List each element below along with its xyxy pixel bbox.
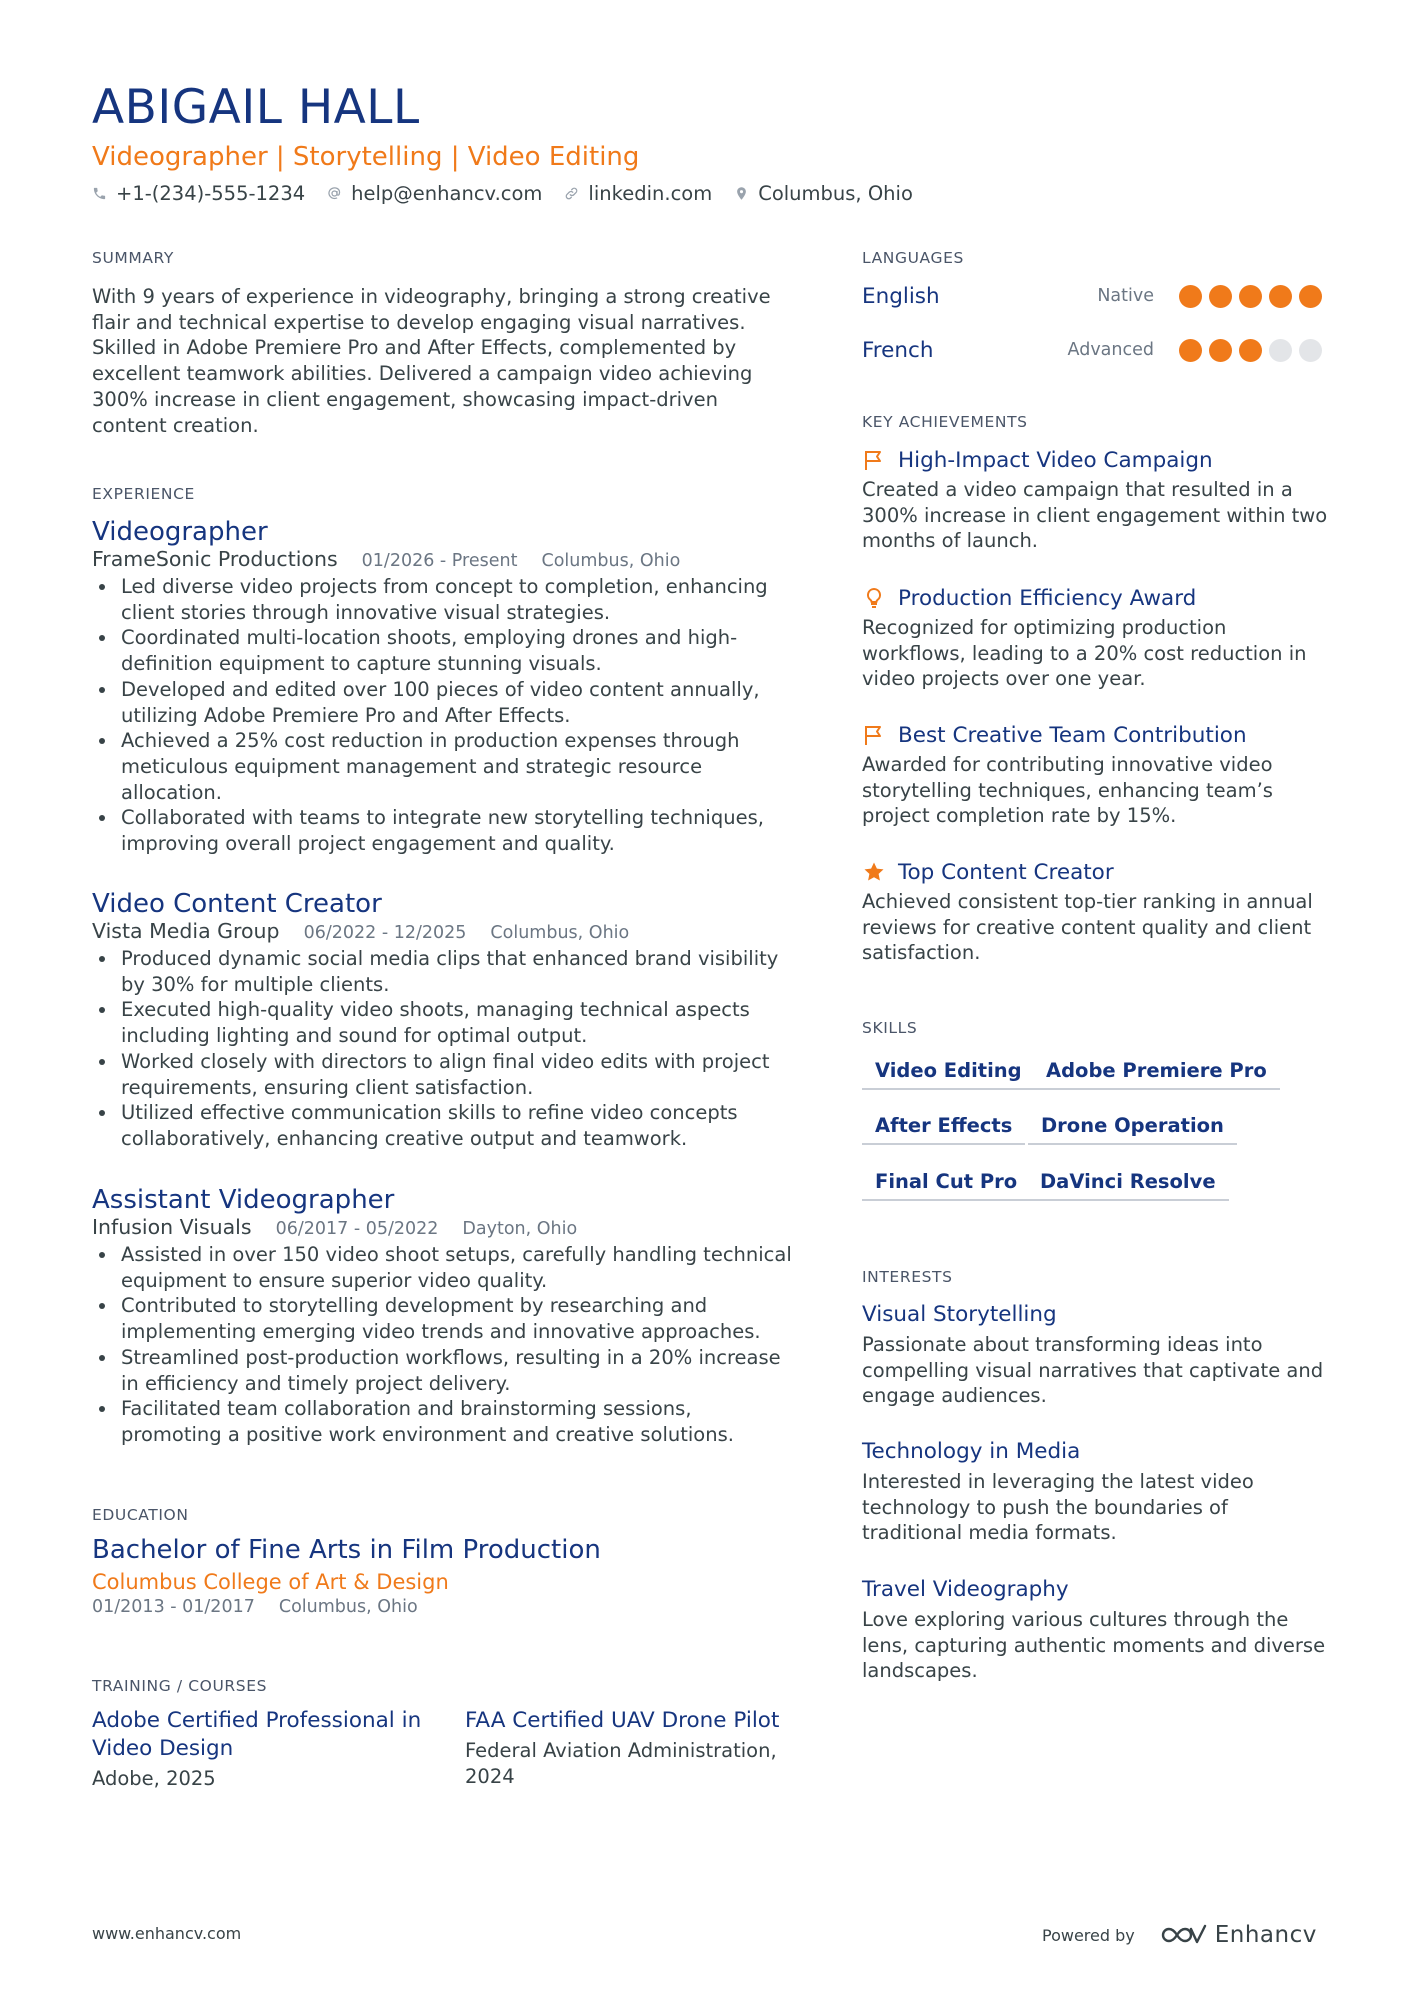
rating-dot xyxy=(1239,339,1262,362)
language-rating xyxy=(1172,339,1322,362)
interest-text: Passionate about transforming ideas into compelling visual narratives that captivate and engage audiences. xyxy=(862,1333,1324,1408)
job-meta xyxy=(92,547,792,571)
skill-tag: After Effects xyxy=(862,1107,1025,1145)
interest-text: Love exploring various cultures through the lens, capturing authentic moments and diverse landscapes. xyxy=(862,1608,1326,1683)
achievement-text: Awarded for contributing innovative video storytelling techniques, enhancing team’s project completion rate by 15%. xyxy=(862,753,1273,828)
candidate-headline: Videographer | Storytelling | Video Editing xyxy=(92,142,640,172)
language-level: Advanced xyxy=(1067,340,1154,360)
rating-dot xyxy=(1179,339,1202,362)
education-entry xyxy=(92,1533,792,1617)
contact-email[interactable] xyxy=(327,182,542,205)
achievement-text: Created a video campaign that resulted in a 300% increase in client engagement within two months of launch. xyxy=(862,478,1328,553)
job-bullet: Assisted in over 150 video shoot setups, carefully handling technical equipment to ensure superior video quality. xyxy=(92,1242,792,1293)
education-section-title: EDUCATION xyxy=(92,1506,189,1524)
achievement-item xyxy=(862,583,1332,692)
rating-dot xyxy=(1209,285,1232,308)
language-name: English xyxy=(862,283,940,309)
job-bullets xyxy=(92,1242,792,1448)
education-dates: 01/2013 - 01/2017 xyxy=(92,1597,255,1617)
rating-dot xyxy=(1239,285,1262,308)
achievement-title: Production Efficiency Award xyxy=(898,585,1197,611)
rating-dot xyxy=(1179,285,1202,308)
job-bullet: Contributed to storytelling development by researching and implementing emerging video trends and innovative approaches. xyxy=(92,1293,792,1344)
job-bullet: Produced dynamic social media clips that enhanced brand visibility by 30% for multiple clients. xyxy=(92,946,792,997)
job-dates: 01/2026 - Present xyxy=(361,551,518,571)
job-bullets xyxy=(92,946,792,1152)
job-dates: 06/2017 - 05/2022 xyxy=(275,1219,439,1239)
skill-tag: DaVinci Resolve xyxy=(1027,1163,1229,1201)
achievement-item xyxy=(862,720,1332,829)
lightbulb-icon xyxy=(862,586,886,610)
job-location: Columbus, Ohio xyxy=(490,923,630,943)
flag-icon xyxy=(862,723,886,747)
flag-icon xyxy=(862,448,886,472)
location-pin-icon xyxy=(734,186,749,201)
rating-dot xyxy=(1269,285,1292,308)
summary-text: With 9 years of experience in videography, bringing a strong creative flair and technical expertise to develop engaging visual narratives. Skilled in Adobe Premiere Pro and After Effects, complemented by excellent teamwork abilities. Delivered a campaign video achieving 300% increase in client engagement, showcasing impact-driven content creation. xyxy=(92,285,771,437)
rating-dot xyxy=(1299,285,1322,308)
interest-title: Visual Storytelling xyxy=(862,1302,1057,1327)
experience-entry xyxy=(92,1184,792,1448)
job-bullet: Collaborated with teams to integrate new storytelling techniques, improving overall project engagement and quality. xyxy=(92,805,792,856)
course-entry xyxy=(92,1707,422,1792)
job-bullet: Worked closely with directors to align final video edits with project requirements, ensuring client satisfaction. xyxy=(92,1049,792,1100)
contact-bar xyxy=(92,180,935,206)
achievement-text: Achieved consistent top-tier ranking in annual reviews for creative content quality and client satisfaction. xyxy=(862,890,1313,965)
language-level: Native xyxy=(1097,286,1154,306)
phone-text: +1-(234)-555-1234 xyxy=(116,181,306,205)
language-name: French xyxy=(862,337,934,363)
training-section-title: TRAINING / COURSES xyxy=(92,1677,268,1695)
brand-name: Enhancv xyxy=(1214,1922,1317,1948)
candidate-name: ABIGAIL HALL xyxy=(92,80,420,135)
job-bullet: Achieved a 25% cost reduction in production expenses through meticulous equipment management and strategic resource allocation. xyxy=(92,728,792,805)
powered-by xyxy=(1042,1922,1317,1948)
interest-text: Interested in leveraging the latest video technology to push the boundaries of traditional media formats. xyxy=(862,1470,1254,1545)
job-bullets xyxy=(92,574,792,857)
language-row xyxy=(862,335,1322,365)
interests-section-title: INTERESTS xyxy=(862,1268,953,1286)
experience-entry xyxy=(92,888,792,1152)
achievements-section-title: KEY ACHIEVEMENTS xyxy=(862,413,1028,431)
rating-dot xyxy=(1299,339,1322,362)
achievement-item xyxy=(862,857,1332,966)
education-meta xyxy=(92,1597,792,1617)
achievement-title: Top Content Creator xyxy=(898,859,1114,885)
skill-tag: Drone Operation xyxy=(1028,1107,1237,1145)
job-bullet: Executed high-quality video shoots, managing technical aspects including lighting and sound for optimal output. xyxy=(92,997,792,1048)
job-bullet: Coordinated multi-location shoots, employing drones and high-definition equipment to capture stunning visuals. xyxy=(92,625,792,676)
job-meta xyxy=(92,919,792,943)
job-location: Dayton, Ohio xyxy=(462,1219,578,1239)
skill-tag: Final Cut Pro xyxy=(862,1163,1030,1201)
contact-linkedin[interactable] xyxy=(564,182,712,205)
course-provider: Adobe, 2025 xyxy=(92,1767,216,1790)
job-bullet: Utilized effective communication skills to refine video concepts collaboratively, enhancing creative output and teamwork. xyxy=(92,1100,792,1151)
enhancv-logo-icon xyxy=(1161,1922,1207,1948)
job-meta xyxy=(92,1215,792,1239)
achievement-item xyxy=(862,445,1332,554)
phone-icon xyxy=(92,186,107,201)
company-name: Infusion Visuals xyxy=(92,1215,252,1239)
email-text[interactable]: help@enhancv.com xyxy=(351,181,543,205)
contact-location xyxy=(734,182,913,205)
linkedin-text[interactable]: linkedin.com xyxy=(588,181,713,205)
job-title: Videographer xyxy=(92,517,268,547)
languages-section-title: LANGUAGES xyxy=(862,249,964,267)
job-bullet: Led diverse video projects from concept to completion, enhancing client stories through innovative visual strategies. xyxy=(92,574,792,625)
skill-tag: Video Editing xyxy=(862,1052,1035,1090)
contact-phone xyxy=(92,182,305,205)
language-rating xyxy=(1172,285,1322,308)
course-title: FAA Certified UAV Drone Pilot xyxy=(465,1708,780,1733)
summary-section-title: SUMMARY xyxy=(92,249,174,267)
education-location: Columbus, Ohio xyxy=(278,1597,418,1617)
interest-item xyxy=(862,1300,1332,1409)
achievement-title: Best Creative Team Contribution xyxy=(898,722,1247,748)
job-title: Video Content Creator xyxy=(92,889,382,919)
link-icon xyxy=(564,186,579,201)
achievement-text: Recognized for optimizing production workflows, leading to a 20% cost reduction in video projects over one year. xyxy=(862,616,1307,691)
job-title: Assistant Videographer xyxy=(92,1185,395,1215)
footer-website-link[interactable]: www.enhancv.com xyxy=(92,1924,242,1943)
job-bullet: Developed and edited over 100 pieces of video content annually, utilizing Adobe Premiere Pro and After Effects. xyxy=(92,677,792,728)
school-name: Columbus College of Art & Design xyxy=(92,1570,449,1594)
achievement-title: High-Impact Video Campaign xyxy=(898,447,1213,473)
rating-dot xyxy=(1269,339,1292,362)
experience-section-title: EXPERIENCE xyxy=(92,485,195,503)
job-dates: 06/2022 - 12/2025 xyxy=(303,923,467,943)
job-bullet: Facilitated team collaboration and brainstorming sessions, promoting a positive work environment and creative solutions. xyxy=(92,1396,792,1447)
skills-section-title: SKILLS xyxy=(862,1019,918,1037)
course-entry xyxy=(465,1707,795,1789)
company-name: Vista Media Group xyxy=(92,919,280,943)
skill-tag: Adobe Premiere Pro xyxy=(1033,1052,1280,1090)
experience-entry xyxy=(92,516,792,857)
job-bullet: Streamlined post-production workflows, resulting in a 20% increase in efficiency and timely project delivery. xyxy=(92,1345,792,1396)
location-text: Columbus, Ohio xyxy=(758,181,913,205)
degree-title: Bachelor of Fine Arts in Film Production xyxy=(92,1535,601,1565)
rating-dot xyxy=(1209,339,1232,362)
interest-item xyxy=(862,1575,1332,1684)
interest-item xyxy=(862,1437,1332,1546)
interest-title: Travel Videography xyxy=(862,1577,1069,1602)
interest-title: Technology in Media xyxy=(862,1439,1081,1464)
course-provider: Federal Aviation Administration, 2024 xyxy=(465,1739,777,1788)
language-row xyxy=(862,281,1322,311)
star-icon xyxy=(862,860,886,884)
at-icon xyxy=(327,186,342,201)
powered-by-label: Powered by xyxy=(1042,1925,1135,1945)
course-title: Adobe Certified Professional in Video Design xyxy=(92,1708,422,1761)
job-location: Columbus, Ohio xyxy=(541,551,681,571)
company-name: FrameSonic Productions xyxy=(92,547,338,571)
